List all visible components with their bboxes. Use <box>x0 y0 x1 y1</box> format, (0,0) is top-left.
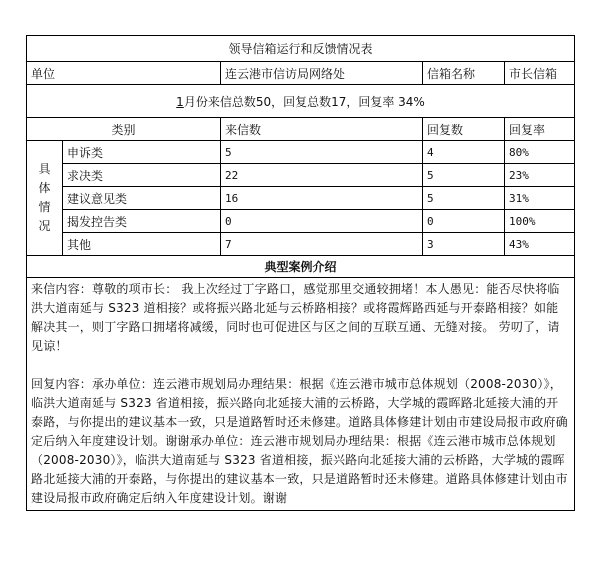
table-row <box>27 233 575 256</box>
table-row <box>27 141 575 164</box>
side-char: 况 <box>38 219 51 233</box>
row-replied: 4 <box>423 141 505 164</box>
reply-content: 回复内容：承办单位：连云港市规划局办理结果：根据《连云港市城市总体规划（2008-2030）》，临洪大道南延与 S323 省道相接，振兴路向北延接大浦的云桥路，大学城的霞晖路北延接大浦的开泰路，与你提出的建议基本一致，只是道路暂时还未修建。道路具体修建计划由市建设局报市政府确定后纳入年度建设计划。谢谢承办单位：连云港市规划局办理结果：根据《连云港市城市总体规划（2008-2030）》，临洪大道南延与 S323 省道相接，振兴路向北延接大浦的云桥路，大学城的霞晖路北延接大浦的开泰路，与你提出的建议基本一致，只是道路暂时还未修建。道路具体修建计划由市建设局报市政府确定后纳入年度建设计划。谢谢 <box>31 377 568 505</box>
case-section-title: 典型案例介绍 <box>27 256 575 278</box>
side-char: 体 <box>38 181 51 195</box>
feedback-report-table <box>26 35 575 511</box>
summary-month: 1 <box>176 94 184 109</box>
case-content <box>27 278 575 511</box>
row-received: 7 <box>221 233 423 256</box>
header-received: 来信数 <box>221 118 423 141</box>
summary-text: 月份来信总数50，回复总数17，回复率 34% <box>183 94 425 109</box>
mailbox-label: 信箱名称 <box>423 62 505 85</box>
row-rate: 100% <box>505 210 575 233</box>
side-char: 具 <box>38 162 51 176</box>
row-received: 5 <box>221 141 423 164</box>
unit-value: 连云港市信访局网络处 <box>221 62 423 85</box>
table-row <box>27 210 575 233</box>
header-rate: 回复率 <box>505 118 575 141</box>
row-category: 求决类 <box>63 164 221 187</box>
side-char: 情 <box>38 200 51 214</box>
table-row <box>27 164 575 187</box>
row-received: 22 <box>221 164 423 187</box>
row-replied: 5 <box>423 164 505 187</box>
row-category: 揭发控告类 <box>63 210 221 233</box>
row-category: 建议意见类 <box>63 187 221 210</box>
mailbox-value: 市长信箱 <box>505 62 575 85</box>
row-category: 其他 <box>63 233 221 256</box>
paragraph-gap <box>31 356 570 375</box>
row-replied: 5 <box>423 187 505 210</box>
header-category: 类别 <box>27 118 221 141</box>
row-rate: 31% <box>505 187 575 210</box>
table-row <box>27 187 575 210</box>
row-category: 申诉类 <box>63 141 221 164</box>
detail-side-label <box>27 141 63 256</box>
row-replied: 0 <box>423 210 505 233</box>
report-title: 领导信箱运行和反馈情况表 <box>27 36 575 62</box>
header-replied: 回复数 <box>423 118 505 141</box>
monthly-summary <box>27 85 575 118</box>
row-received: 0 <box>221 210 423 233</box>
row-received: 16 <box>221 187 423 210</box>
row-rate: 80% <box>505 141 575 164</box>
letter-content: 来信内容：尊敬的项市长： 我上次经过丁字路口，感觉那里交通较拥堵！本人愚见：能否尽快将临洪大道南延与 S323 道相接？或将振兴路北延与云桥路相接？或将霞辉路西延与开泰路相接？如能解决其一，则丁字路口拥堵将减缓，同时也可促进区与区之间的互联互通、无缝对接。 劳叨了，请见谅！ <box>31 282 560 353</box>
row-replied: 3 <box>423 233 505 256</box>
row-rate: 43% <box>505 233 575 256</box>
row-rate: 23% <box>505 164 575 187</box>
unit-label: 单位 <box>27 62 221 85</box>
